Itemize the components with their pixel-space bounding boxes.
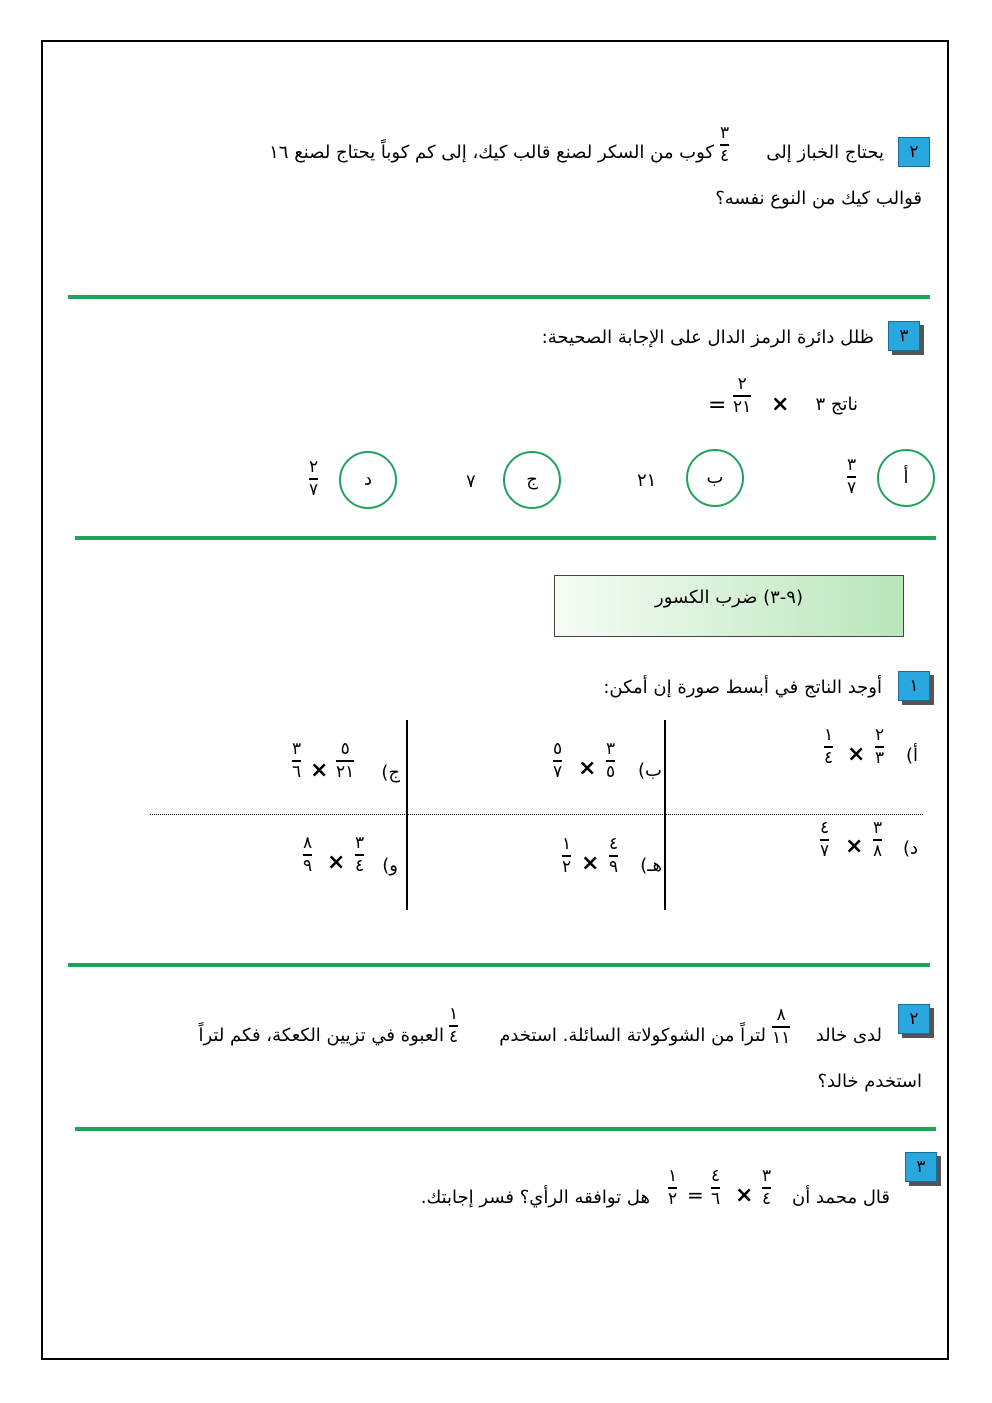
question-number-2b: ٢ [898,1004,930,1034]
lesson-title: (٩-٣) ضرب الكسور [554,575,904,637]
item-d-fraction-1 [873,819,882,861]
fraction-denominator: ٤ [762,1188,772,1209]
section-divider [75,1127,936,1131]
times-sign: × [578,756,597,781]
fraction-denominator: ٣ [875,747,885,768]
fraction-denominator: ٢ [562,856,572,877]
fraction-numerator: ١ [824,725,834,745]
fraction-3-4 [720,124,729,166]
claim-fraction-3 [668,1167,677,1209]
item-b-fraction-2 [553,740,562,782]
fraction-denominator: ٦ [711,1188,721,1209]
fraction-denominator: ٤ [355,855,365,876]
choice-c-value: ٧ [466,471,476,492]
choice-b-circle[interactable]: ب [686,449,744,507]
fraction-numerator: ٢ [875,725,885,745]
item-c-fraction-1 [336,740,354,782]
grid-line [406,720,408,910]
item-d-fraction-2 [820,819,829,861]
item-b-label: ب) [638,760,662,781]
fraction-8-11 [772,1006,790,1048]
times-sign: × [327,850,346,875]
times-sign: × [771,392,790,417]
item-d-label: د) [902,838,918,859]
fraction-denominator: ٧ [553,761,563,782]
fraction-numerator: ١ [668,1166,678,1186]
fraction-denominator: ٤ [449,1026,459,1047]
fraction-denominator: ٢ [668,1188,678,1209]
question-1-prompt: أوجد الناتج في أبسط صورة إن أمكن: [603,677,882,698]
fraction-numerator: ٢ [737,374,747,394]
fraction-numerator: ٣ [720,123,730,143]
choice-b-value: ٢١ [637,470,657,491]
item-b-fraction-1 [606,740,615,782]
fraction-numerator: ٥ [553,739,563,759]
item-a-fraction-2 [824,726,833,768]
fraction-denominator: ٩ [303,855,313,876]
fraction-denominator: ٥ [606,761,616,782]
expression-label: ناتج ٣ [815,394,858,415]
question-2b-text-middle: لتراً من الشوكولاتة السائلة. استخدم [499,1025,766,1046]
question-2b-text-start: لدى خالد [815,1025,882,1046]
item-c-label: ج) [381,762,400,783]
item-c-fraction-2 [292,740,301,782]
fraction-denominator: ٢١ [336,761,355,782]
equals-sign: = [687,1183,704,1207]
fraction-denominator: ٩ [609,856,619,877]
item-f-label: و) [382,855,398,876]
fraction-numerator: ٤ [711,1166,721,1186]
question-2-text-start: يحتاج الخباز إلى [766,142,884,163]
fraction-numerator: ٣ [292,739,302,759]
section-divider [68,295,930,299]
question-3b-text-end: هل توافقه الرأي؟ فسر إجابتك. [420,1187,650,1208]
fraction-numerator: ١ [449,1004,459,1024]
fraction-1-4 [449,1005,458,1047]
times-sign: × [845,834,864,859]
item-e-fraction-1 [609,835,618,877]
fraction-numerator: ٣ [762,1166,772,1186]
fraction-denominator: ٤ [720,145,730,166]
question-2-text-line2: قوالب كيك من النوع نفسه؟ [715,188,922,209]
fraction-numerator: ٣ [355,833,365,853]
fraction-numerator: ٨ [303,833,313,853]
fraction-numerator: ٣ [606,739,616,759]
question-2-text-end: كوب من السكر لصنع قالب كيك، إلى كم كوباً يحتاج لصنع ١٦ [269,142,714,163]
item-e-label: هـ) [640,855,662,876]
question-2b-text-line2: استخدم خالد؟ [817,1071,922,1092]
question-3b-text-start: قال محمد أن [792,1187,890,1208]
choice-d-circle[interactable]: د [339,451,397,509]
section-divider [68,963,930,967]
fraction-numerator: ٥ [340,739,350,759]
item-a-fraction-1 [875,726,884,768]
equals-sign: = [708,393,727,418]
question-3-prompt: ظلل دائرة الرمز الدال على الإجابة الصحيحة: [541,327,874,348]
choice-d-value [309,458,318,500]
fraction-denominator: ٤ [824,747,834,768]
question-number-1: ١ [898,671,930,701]
fraction-denominator: ٦ [292,761,302,782]
question-number-2: ٢ [898,137,930,167]
claim-fraction-1 [762,1167,771,1209]
expression-fraction [733,375,751,417]
fraction-numerator: ١ [562,834,572,854]
fraction-denominator: ٧ [820,840,830,861]
choice-a-circle[interactable]: أ [877,449,935,507]
fraction-denominator: ٢١ [733,396,752,417]
fraction-denominator: ١١ [772,1027,791,1048]
fraction-denominator: ٨ [873,840,883,861]
item-e-fraction-2 [562,835,571,877]
item-f-fraction-1 [355,834,364,876]
choice-c-circle[interactable]: ج [503,451,561,509]
page-border [41,40,949,1360]
fraction-numerator: ٣ [847,455,857,475]
question-2b-text-end: العبوة في تزيين الكعكة، فكم لتراً [198,1025,444,1046]
claim-fraction-2 [711,1167,720,1209]
question-number-3: ٣ [888,321,920,351]
fraction-numerator: ٢ [309,457,319,477]
item-f-fraction-2 [303,834,312,876]
section-divider [75,536,936,540]
times-sign: × [735,1183,754,1208]
choice-a-value [847,456,856,498]
fraction-numerator: ٣ [873,818,883,838]
fraction-denominator: ٧ [847,477,857,498]
item-a-label: أ) [905,745,918,766]
grid-dotted-line [150,814,923,815]
grid-line [664,720,666,910]
question-number-3b: ٣ [905,1152,937,1182]
times-sign: × [310,758,329,783]
fraction-numerator: ٨ [776,1005,786,1025]
times-sign: × [581,851,600,876]
fraction-numerator: ٤ [609,834,619,854]
fraction-numerator: ٤ [820,818,830,838]
times-sign: × [847,742,866,767]
fraction-denominator: ٧ [309,479,319,500]
